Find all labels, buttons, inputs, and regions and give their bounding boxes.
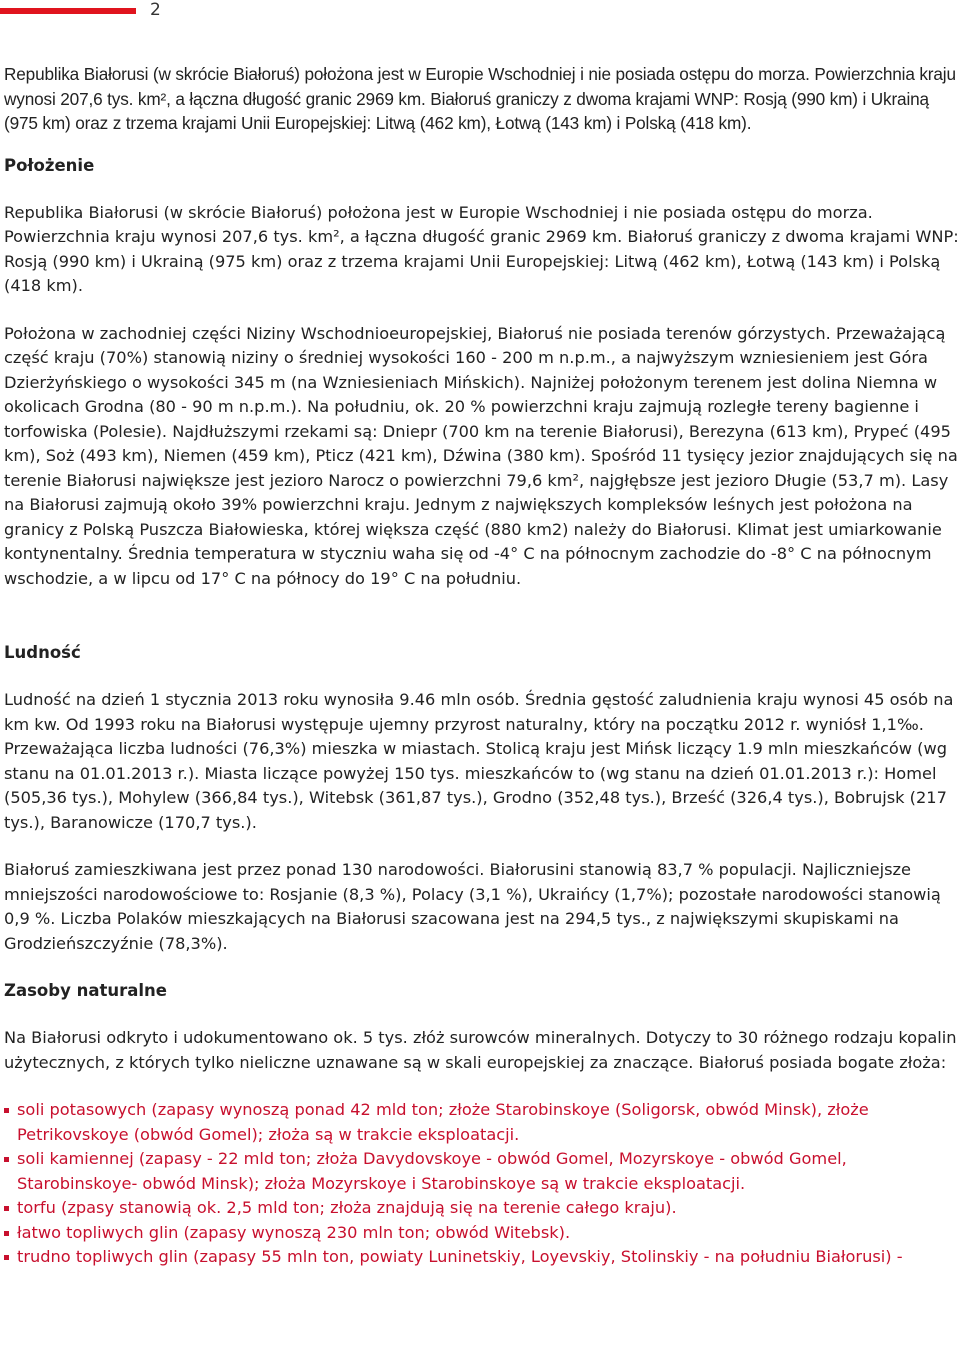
ludnosc-paragraph-1: Ludność na dzień 1 stycznia 2013 roku wynosiła 9.46 mln osób. Średnia gęstość zaludnienia kraju wynosi 45 osób na km kw. Od 1993 roku na Białorusi występuje ujemny przyrost naturalny, który na początku 2012 r. wyniósł 1,1‰. Przeważająca liczba ludności (76,3%) mieszka w miastach. Stolicą kraju jest Mińsk liczący 1.9 mln mieszkańców (wg stanu na 01.01.2013 r.). Miasta liczące powyżej 150 tys. mieszkańców to (wg stanu na dzień 01.01.2013 r.): Homel (505,36 tys.), Mohylew (366,84 tys.), Witebsk (361,87 tys.), Grodno (352,48 tys.), Brześć (326,4 tys.), Bobrujsk (217 tys.), Baranowicze (170,7 tys.). — [4, 690, 954, 832]
list-item: torfu (zpasy stanowią ok. 2,5 mld ton; złoża znajdują się na terenie całego kraju). — [4, 1196, 960, 1221]
zasoby-paragraph-1: Na Białorusi odkryto i udokumentowano ok. 5 tys. złóż surowców mineralnych. Dotyczy to 30 różnego rodzaju kopalin użytecznych, z których tylko nieliczne uznawane są w skali europejskiej za znaczące. Białoruś posiada bogate złoża: — [4, 1028, 957, 1072]
header-accent-bar — [0, 8, 136, 14]
list-item: łatwo topliwych glin (zapasy wynoszą 230 mln ton; obwód Witebsk). — [4, 1221, 960, 1246]
document-body — [4, 62, 960, 1270]
intro-paragraph: Republika Białorusi (w skrócie Białoruś) położona jest w Europie Wschodniej i nie posiada ostępu do morza. Powierzchnia kraju wynosi 207,6 tys. km², a łączna długość granic 2969 km. Białoruś graniczy z dwoma krajami WNP: Rosją (990 km) i Ukrainą (975 km) oraz z trzema krajami Unii Europejskiej: Litwą (462 km), Łotwą (143 km) i Polską (418 km). — [4, 64, 956, 133]
page-header — [0, 0, 960, 24]
list-item: trudno topliwych glin (zapasy 55 mln ton, powiaty Luninetskiy, Loyevskiy, Stolinskiy - na południu Białorusi) - — [4, 1245, 960, 1270]
page-number: 2 — [150, 0, 161, 20]
section-heading-zasoby: Zasoby naturalne — [4, 981, 167, 1000]
list-item: soli kamiennej (zapasy - 22 mld ton; złoża Davydovskoye - obwód Gomel, Mozyrskoye - obwód Gomel, Starobinskoye- obwód Minsk); złoża Mozyrskoye i Starobinskoye są w trakcie eksploatacji. — [4, 1147, 960, 1196]
polozenie-paragraph-2: Położona w zachodniej części Niziny Wschodnioeuropejskiej, Białoruś nie posiada terenów górzystych. Przeważającą część kraju (70%) stanowią niziny o średniej wysokości 160 - 200 m n.p.m., a najwyższym wzniesieniem jest Góra Dzierżyńskiego o wysokości 345 m (na Wzniesieniach Mińskich). Najniżej położonym terenem jest dolina Niemna w okolicach Grodna (80 - 90 m n.p.m.). Na południu, ok. 20 % powierzchni kraju zajmują rozległe tereny bagienne i torfowiska (Polesie). Najdłuższymi rzekami są: Dniepr (700 km na terenie Białorusi), Berezyna (613 km), Prypeć (495 km), Soż (493 km), Niemen (459 km), Pticz (421 km), Dźwina (380 km). Spośród 11 tysięcy jezior znajdujących się na terenie Białorusi największe jest jezioro Narocz o powierzchni 79,6 km², najgłębsze jest jezioro Długie (53,7 m). Lasy na Białorusi zajmują około 39% powierzchni kraju. Jednym z największych kompleksów leśnych jest położona na granicy z Polską Puszcza Białowieska, której większa część (880 km2) należy do Białorusi. Klimat jest umiarkowanie kontynentalny. Średnia temperatura w styczniu waha się od -4° C na północnym zachodzie do -8° C na północnym wschodzie, a w lipcu od 17° C na północy do 19° C na południu. — [4, 323, 958, 588]
section-heading-ludnosc: Ludność — [4, 643, 81, 662]
resources-list — [4, 1098, 960, 1270]
polozenie-paragraph-1: Republika Białorusi (w skrócie Białoruś) położona jest w Europie Wschodniej i nie posiada ostępu do morza. Powierzchnia kraju wynosi 207,6 tys. km², a łączna długość granic 2969 km. Białoruś graniczy z dwoma krajami WNP: Rosją (990 km) i Ukrainą (975 km) oraz z trzema krajami Unii Europejskiej: Litwą (462 km), Łotwą (143 km) i Polską (418 km). — [4, 202, 959, 295]
ludnosc-paragraph-2: Białoruś zamieszkiwana jest przez ponad 130 narodowości. Białorusini stanowią 83,7 % populacji. Najliczniejsze mniejszości narodowościowe to: Rosjanie (8,3 %), Polacy (3,1 %), Ukraińcy (1,7%); pozostałe narodowości stanowią 0,9 %. Liczba Polaków mieszkających na Białorusi szacowana jest na 294,5 tys., z największymi skupiskami na Grodzieńszczyźnie (78,3%). — [4, 860, 941, 953]
section-heading-polozenie: Położenie — [4, 155, 95, 175]
list-item: soli potasowych (zapasy wynoszą ponad 42 mld ton; złoże Starobinskoye (Soligorsk, obwód Minsk), złoże Petrikovskoye (obwód Gomel); złoża są w trakcie eksploatacji. — [4, 1098, 960, 1147]
